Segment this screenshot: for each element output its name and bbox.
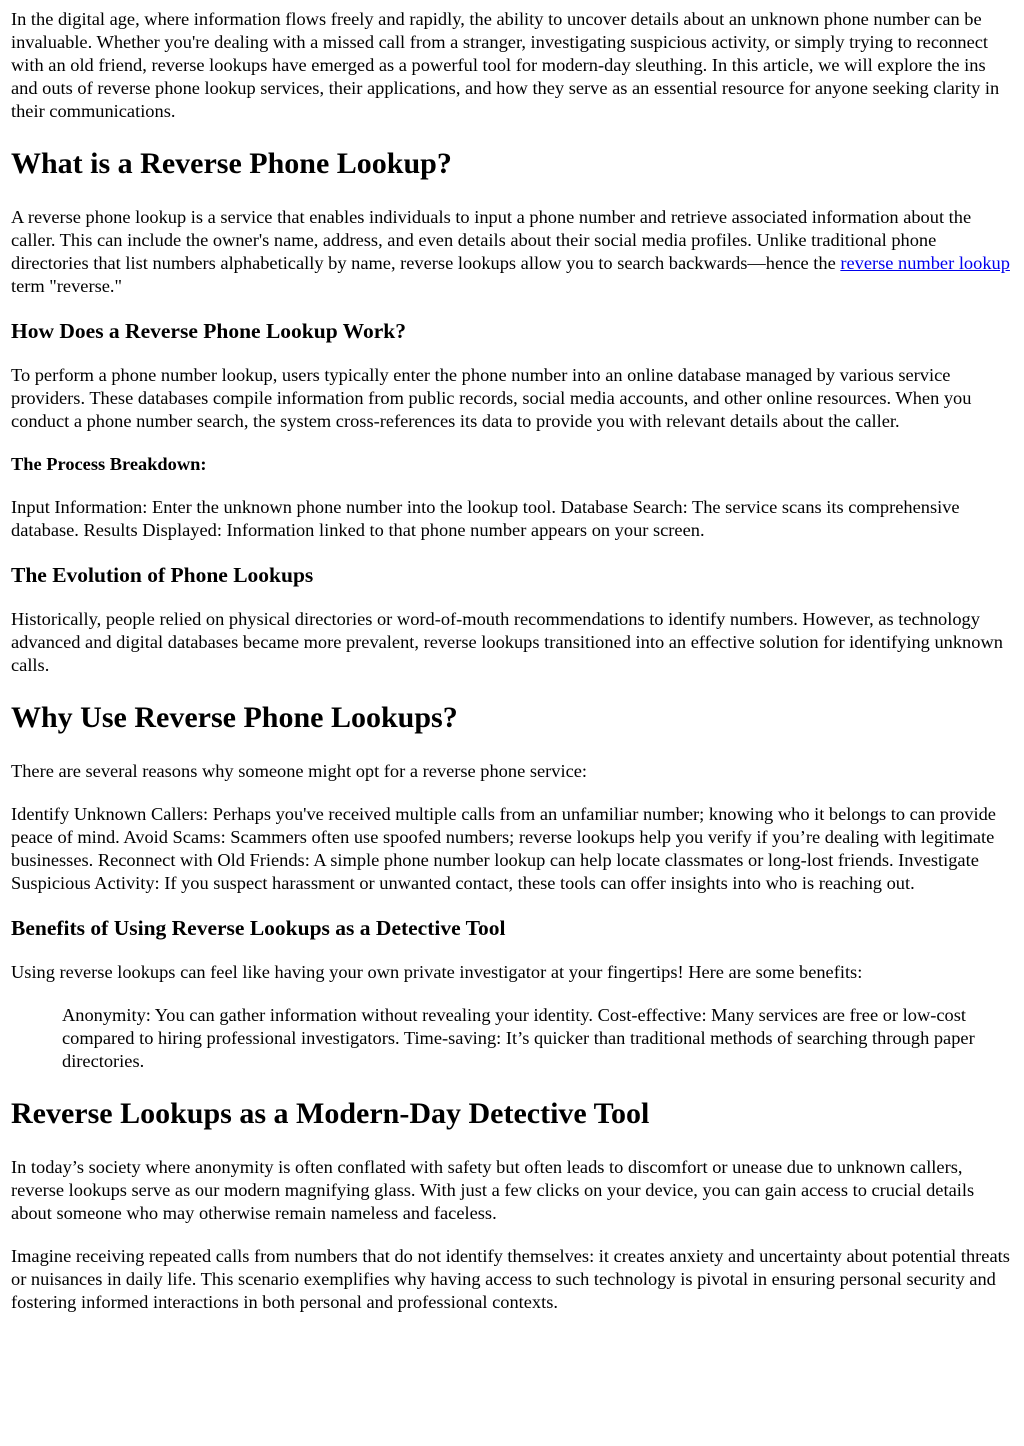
modern-detective-paragraph-1: In today’s society where anonymity is often conflated with safety but often leads to discomfort or unease due to unknown callers, reverse lookups serve as our modern magnifying glass. With just a few clicks on your device, you can gain access to crucial details about someone who may otherwise remain nameless and faceless.	[11, 1157, 975, 1223]
heading-modern-detective: Reverse Lookups as a Modern-Day Detective Tool	[11, 1097, 650, 1130]
heading-evolution: The Evolution of Phone Lookups	[11, 563, 314, 587]
heading-process-breakdown: The Process Breakdown:	[11, 454, 207, 474]
reverse-number-lookup-link[interactable]: reverse number lookup	[840, 253, 1010, 273]
why-use-reasons-paragraph: Identify Unknown Callers: Perhaps you've received multiple calls from an unfamiliar number; knowing who it belongs to can provide peace of mind. Avoid Scams: Scammers often use spoofed numbers; reverse lookups help you verify if you’re dealing with legitimate businesses. Reconnect with Old Friends: A simple phone number lookup can help locate classmates or long-lost friends. Investigate Suspicious Activity: If you suspect harassment or unwanted contact, these tools can offer insights into who is reaching out.	[11, 804, 996, 893]
what-is-text-after-link: term "reverse."	[11, 276, 122, 296]
what-is-text-before-link: A reverse phone lookup is a service that enables individuals to input a phone number and retrieve associated information about the caller. This can include the owner's name, address, and even details about their social media profiles. Unlike traditional phone directories that list numbers alphabetically by name, reverse lookups allow you to search backwards—hence the	[11, 207, 972, 273]
benefits-quote: Anonymity: You can gather information without revealing your identity. Cost-effective: Many services are free or low-cost compared to hiring professional investigators. Time-saving: It’s quicker than traditional methods of searching through paper directories.	[62, 1005, 975, 1071]
modern-detective-paragraph-2: Imagine receiving repeated calls from numbers that do not identify themselves: it creates anxiety and uncertainty about potential threats or nuisances in daily life. This scenario exemplifies why having access to such technology is pivotal in ensuring personal security and fostering informed interactions in both personal and professional contexts.	[11, 1246, 1010, 1312]
heading-why-use: Why Use Reverse Phone Lookups?	[11, 701, 458, 734]
how-does-it-work-paragraph: To perform a phone number lookup, users typically enter the phone number into an online database managed by various service providers. These databases compile information from public records, social media accounts, and other online resources. When you conduct a phone number search, the system cross-references its data to provide you with relevant details about the caller.	[11, 365, 972, 431]
process-breakdown-paragraph: Input Information: Enter the unknown phone number into the lookup tool. Database Search: The service scans its comprehensive database. Results Displayed: Information linked to that phone number appears on your screen.	[11, 497, 960, 540]
heading-benefits: Benefits of Using Reverse Lookups as a Detective Tool	[11, 916, 506, 940]
benefits-intro-paragraph: Using reverse lookups can feel like having your own private investigator at your fingertips! Here are some benefits:	[11, 962, 863, 982]
heading-what-is-reverse-lookup: What is a Reverse Phone Lookup?	[11, 147, 452, 180]
what-is-paragraph	[11, 206, 1013, 298]
heading-how-does-it-work: How Does a Reverse Phone Lookup Work?	[11, 319, 406, 343]
why-use-intro-paragraph: There are several reasons why someone might opt for a reverse phone service:	[11, 761, 588, 781]
intro-paragraph: In the digital age, where information flows freely and rapidly, the ability to uncover details about an unknown phone number can be invaluable. Whether you're dealing with a missed call from a stranger, investigating suspicious activity, or simply trying to reconnect with an old friend, reverse lookups have emerged as a powerful tool for modern-day sleuthing. In this article, we will explore the ins and outs of reverse phone lookup services, their applications, and how they serve as an essential resource for anyone seeking clarity in their communications.	[11, 9, 1000, 121]
evolution-paragraph: Historically, people relied on physical directories or word-of-mouth recommendations to identify numbers. However, as technology advanced and digital databases became more prevalent, reverse lookups transitioned into an effective solution for identifying unknown calls.	[11, 609, 1003, 675]
